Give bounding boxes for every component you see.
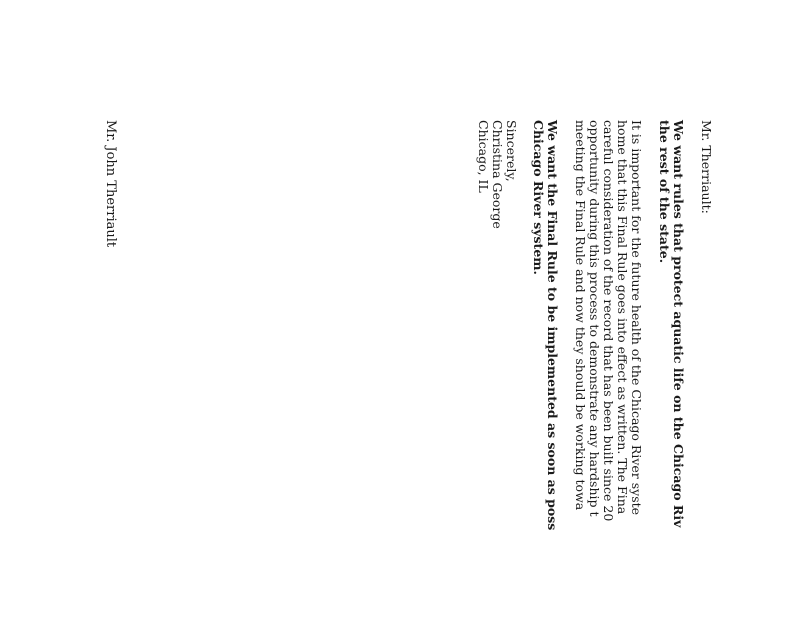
body-line: home that this Final Rule goes into effect as written. The Fina	[615, 120, 630, 515]
signer-name: Christina George	[490, 120, 505, 229]
signer-city: Chicago, IL	[476, 120, 491, 193]
signature-block	[476, 120, 518, 229]
body-line: careful consideration of the record that has been built since 20	[601, 120, 616, 522]
closing-line: We want the Final Rule to be implemented as soon as poss	[545, 120, 560, 531]
closing-statement	[531, 120, 559, 530]
body-paragraph	[573, 120, 643, 521]
heading-paragraph	[657, 120, 685, 527]
body-line: opportunity during this process to demonstrate any hardship t	[587, 120, 602, 517]
closing-line: Chicago River system.	[531, 120, 546, 275]
heading-line: the rest of the state.	[657, 120, 672, 264]
body-line: meeting the Final Rule and now they should be working towa	[573, 120, 588, 511]
salutation	[699, 120, 713, 214]
salutation-text: Mr. Therriault:	[699, 120, 714, 214]
heading-line: We want rules that protect aquatic life on the Chicago Riv	[671, 120, 686, 528]
body-line: It is important for the future health of the Chicago River syste	[629, 120, 644, 516]
addressee	[103, 120, 117, 247]
addressee-text: Mr. John Therriault	[103, 120, 118, 248]
sign-off: Sincerely,	[504, 120, 519, 182]
